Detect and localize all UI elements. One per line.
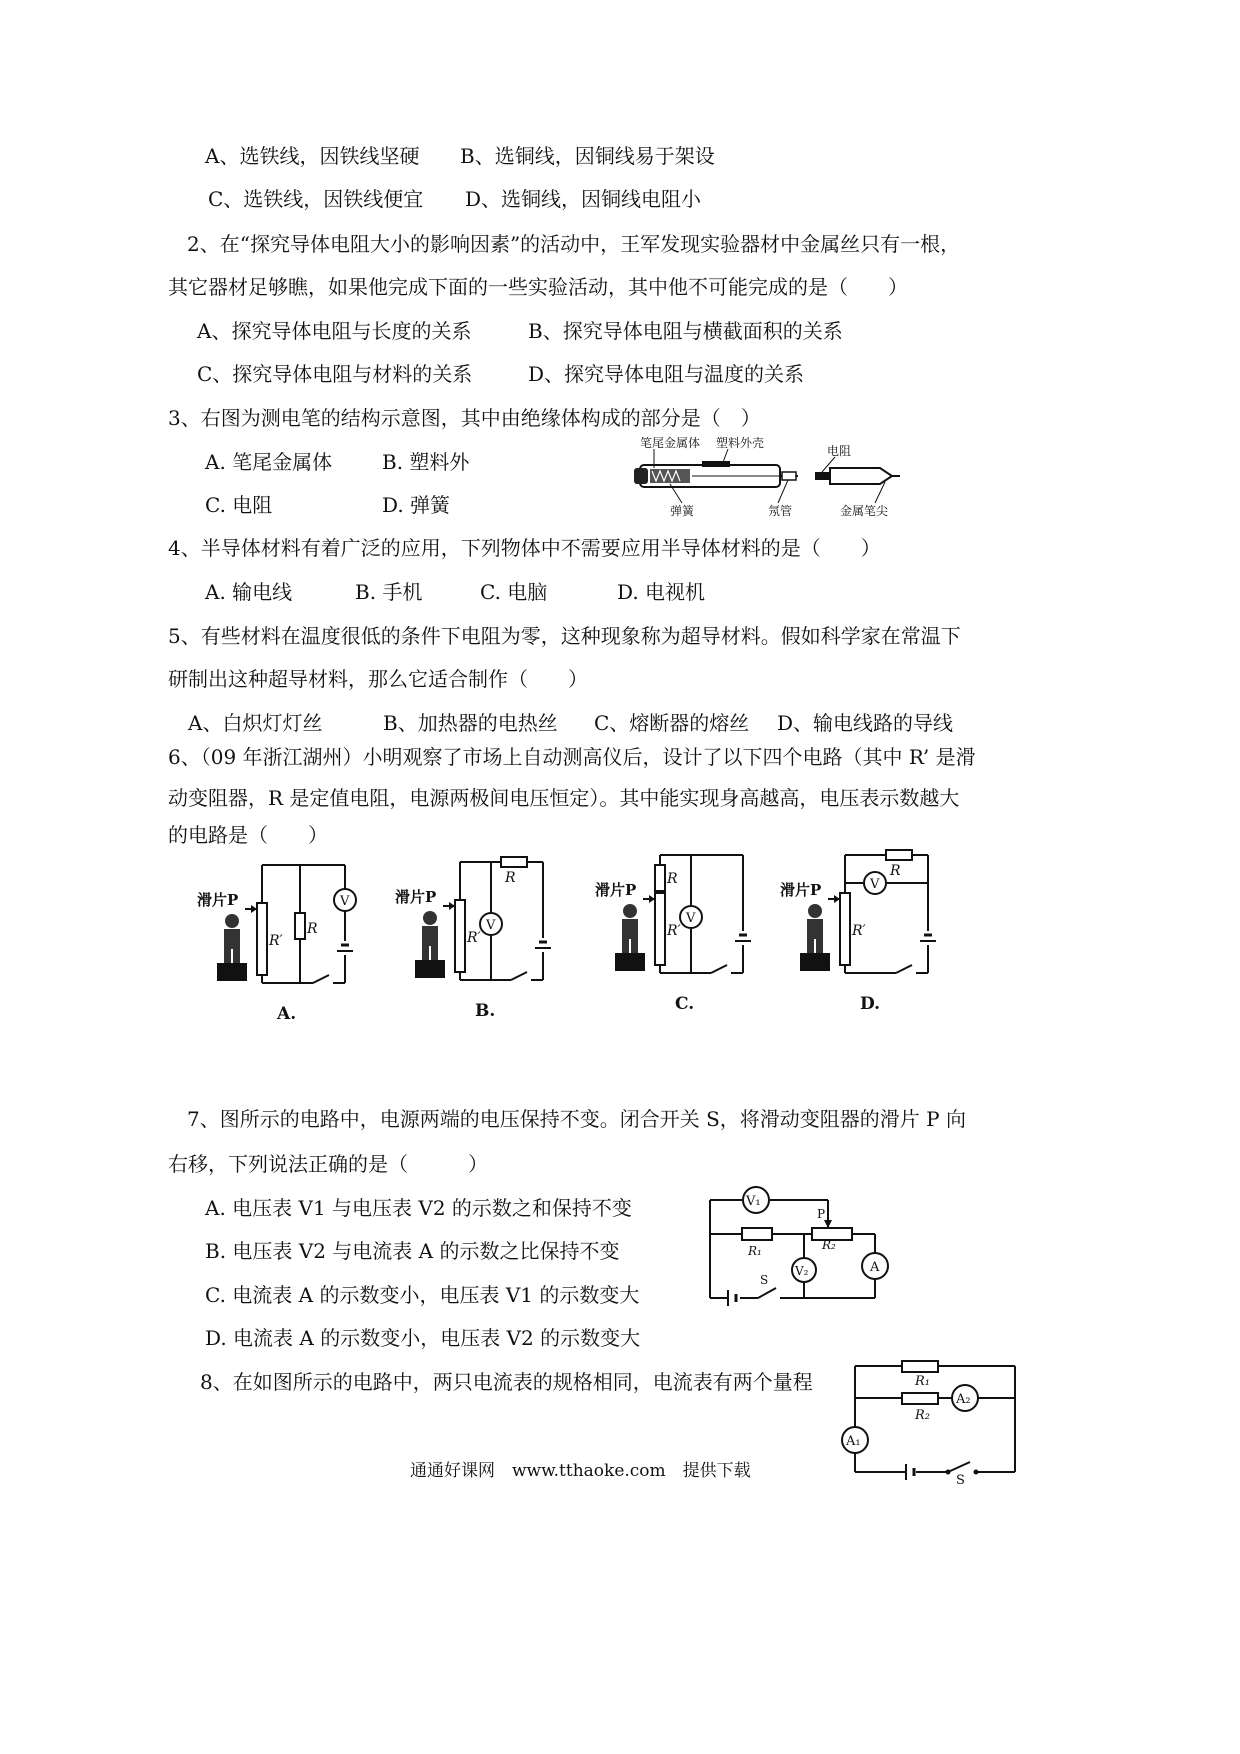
- q2-option-c: C、探究导体电阻与材料的关系: [197, 362, 473, 386]
- q4-stem: 4、半导体材料有着广泛的应用，下列物体中不需要应用半导体材料的是（ ）: [168, 536, 881, 560]
- pedestal: [217, 963, 247, 981]
- q3-option-c: C. 电阻: [205, 493, 273, 517]
- pen-label-spring: 弹簧: [670, 504, 695, 518]
- q6-stem-line1: 6、（09 年浙江湖州）小明观察了市场上自动测高仪后，设计了以下四个电路（其中 R’ 是滑: [168, 745, 976, 769]
- q8-a1-label: A₁: [846, 1434, 861, 1449]
- q3-option-d: D. 弹簧: [382, 493, 451, 517]
- voltmeter-label: V: [486, 918, 496, 933]
- person-body: [622, 919, 638, 939]
- circuit-caption: D.: [860, 994, 881, 1014]
- slider-label: 滑片P: [780, 881, 822, 899]
- person-leg: [224, 949, 231, 963]
- fixed-resistor: [501, 857, 527, 867]
- q6-stem-line2: 动变阻器，R 是定值电阻，电源两极间电压恒定）。其中能实现身高越高，电压表示数越大: [168, 786, 960, 810]
- q7-r1-label: R₁: [748, 1244, 762, 1258]
- q3-option-a: A. 笔尾金属体: [205, 450, 333, 474]
- test-pen-figure: [630, 435, 900, 520]
- q5-option-d: D、输电线路的导线: [777, 711, 954, 735]
- pedestal: [615, 953, 645, 971]
- person-head: [808, 904, 822, 918]
- q2-option-b: B、探究导体电阻与横截面积的关系: [528, 319, 843, 343]
- q7-option-d: D. 电流表 A 的示数变小，电压表 V2 的示数变大: [205, 1326, 641, 1350]
- q7-v2-label: V₂: [795, 1264, 809, 1278]
- rheostat-label: R′: [467, 930, 481, 946]
- q8-stem: 8、在如图所示的电路中，两只电流表的规格相同，电流表有两个量程: [200, 1370, 813, 1394]
- fixed-resistor: [295, 913, 305, 939]
- q2-stem-line2: 其它器材足够瞧，如果他完成下面的一些实验活动，其中他不可能完成的是（ ）: [168, 275, 908, 299]
- rheostat-label: R′: [852, 923, 866, 939]
- q4-option-a: A. 输电线: [205, 580, 293, 604]
- person-head: [623, 904, 637, 918]
- person-body: [422, 926, 438, 946]
- q6-circuit-b: [393, 852, 568, 1022]
- q7-v1-label: V₁: [746, 1194, 761, 1209]
- fixed-resistor: [886, 850, 912, 860]
- fixed-resistor: [655, 865, 665, 891]
- q7-switch-label: S: [760, 1273, 769, 1287]
- q7-circuit: [700, 1178, 900, 1313]
- q7-ammeter-label: A: [870, 1260, 880, 1275]
- switch: [313, 975, 329, 983]
- q7-option-c: C. 电流表 A 的示数变小，电压表 V1 的示数变大: [205, 1283, 640, 1307]
- switch: [896, 965, 912, 973]
- slider-label: 滑片P: [395, 888, 437, 906]
- q6-circuit-d: [778, 845, 953, 1015]
- q6-circuit-c: [593, 845, 768, 1015]
- person-head: [225, 914, 239, 928]
- pedestal: [800, 953, 830, 971]
- q7-option-a: A. 电压表 V1 与电压表 V2 的示数之和保持不变: [205, 1196, 632, 1220]
- q6-stem-line3: 的电路是（ ）: [168, 823, 328, 847]
- person-leg: [422, 946, 429, 960]
- q5-stem-line2: 研制出这种超导材料，那么它适合制作（ ）: [168, 667, 588, 691]
- q4-option-d: D. 电视机: [617, 580, 706, 604]
- slider-label: 滑片P: [197, 891, 239, 909]
- person-body: [224, 929, 240, 949]
- q2-stem-line1: 2、在“探究导体电阻大小的影响因素”的活动中，王军发现实验器材中金属丝只有一根，: [187, 232, 961, 256]
- pen-label-neon-tube: 氖管: [768, 504, 793, 518]
- q8-circuit: [830, 1352, 1030, 1487]
- person-leg: [622, 939, 629, 953]
- resistor-label: R: [890, 863, 901, 879]
- resistor-label: R: [505, 870, 516, 886]
- circuit-caption: A.: [277, 1004, 297, 1024]
- pen-label-resistor: 电阻: [827, 444, 852, 458]
- person-head: [423, 911, 437, 925]
- pen-label-tail-metal: 笔尾金属体: [640, 436, 701, 450]
- resistor-label: R: [307, 921, 318, 937]
- q7-stem-line2: 右移，下列说法正确的是（ ）: [168, 1152, 488, 1176]
- person-leg: [816, 939, 823, 953]
- q8-a2-label: A₂: [956, 1392, 971, 1407]
- q3-stem: 3、右图为测电笔的结构示意图，其中由绝缘体构成的部分是（ ）: [168, 406, 761, 430]
- footer-source: 通通好课网 www.tthaoke.com 提供下载: [410, 1461, 751, 1481]
- q7-stem-line1: 7、图所示的电路中，电源两端的电压保持不变。闭合开关 S，将滑动变阻器的滑片 P 向: [187, 1107, 966, 1131]
- q5-option-b: B、加热器的电热丝: [383, 711, 558, 735]
- q1-option-b: B、选铜线，因铜线易于架设: [460, 144, 715, 168]
- switch: [711, 965, 727, 973]
- q8-r2-label: R₂: [915, 1408, 930, 1423]
- voltmeter-label: V: [340, 894, 350, 909]
- circuit-caption: C.: [675, 994, 695, 1014]
- pedestal: [415, 960, 445, 978]
- rheostat-label: R′: [269, 933, 283, 949]
- q5-stem-line1: 5、有些材料在温度很低的条件下电阻为零，这种现象称为超导材料。假如科学家在常温下: [168, 624, 961, 648]
- rheostat: [455, 900, 465, 972]
- pen-label-metal-tip: 金属笔尖: [840, 504, 889, 518]
- slider-label: 滑片P: [595, 881, 637, 899]
- q8-r1-label: R₁: [915, 1374, 930, 1389]
- q1-option-c: C、选铁线，因铁线便宜: [208, 187, 424, 211]
- q1-option-a: A、选铁线，因铁线坚硬: [205, 144, 420, 168]
- person-leg: [807, 939, 814, 953]
- q2-option-d: D、探究导体电阻与温度的关系: [528, 362, 805, 386]
- voltmeter-label: V: [870, 877, 880, 892]
- rheostat: [257, 903, 267, 975]
- person-leg: [631, 939, 638, 953]
- voltmeter-label: V: [686, 911, 696, 926]
- q5-option-c: C、熔断器的熔丝: [594, 711, 750, 735]
- rheostat: [655, 893, 665, 965]
- q2-option-a: A、探究导体电阻与长度的关系: [197, 319, 472, 343]
- q8-switch-label: S: [956, 1473, 965, 1488]
- person-body: [807, 919, 823, 939]
- q7-p-label: P: [817, 1207, 826, 1221]
- q5-option-a: A、白炽灯灯丝: [188, 711, 323, 735]
- q3-option-b: B. 塑料外: [382, 450, 470, 474]
- person-leg: [233, 949, 240, 963]
- switch: [511, 972, 527, 980]
- rheostat-label: R′: [667, 923, 681, 939]
- q7-r2-label: R₂: [822, 1238, 836, 1252]
- q6-circuit-a: [195, 855, 370, 1025]
- person-leg: [431, 946, 438, 960]
- circuit-caption: B.: [475, 1001, 496, 1021]
- rheostat: [840, 893, 850, 965]
- pen-label-plastic-shell: 塑料外壳: [716, 436, 765, 450]
- resistor-label: R: [667, 871, 678, 887]
- q4-option-b: B. 手机: [355, 580, 423, 604]
- q4-option-c: C. 电脑: [480, 580, 548, 604]
- q7-option-b: B. 电压表 V2 与电流表 A 的示数之比保持不变: [205, 1239, 620, 1263]
- q1-option-d: D、选铜线，因铜线电阻小: [465, 187, 702, 211]
